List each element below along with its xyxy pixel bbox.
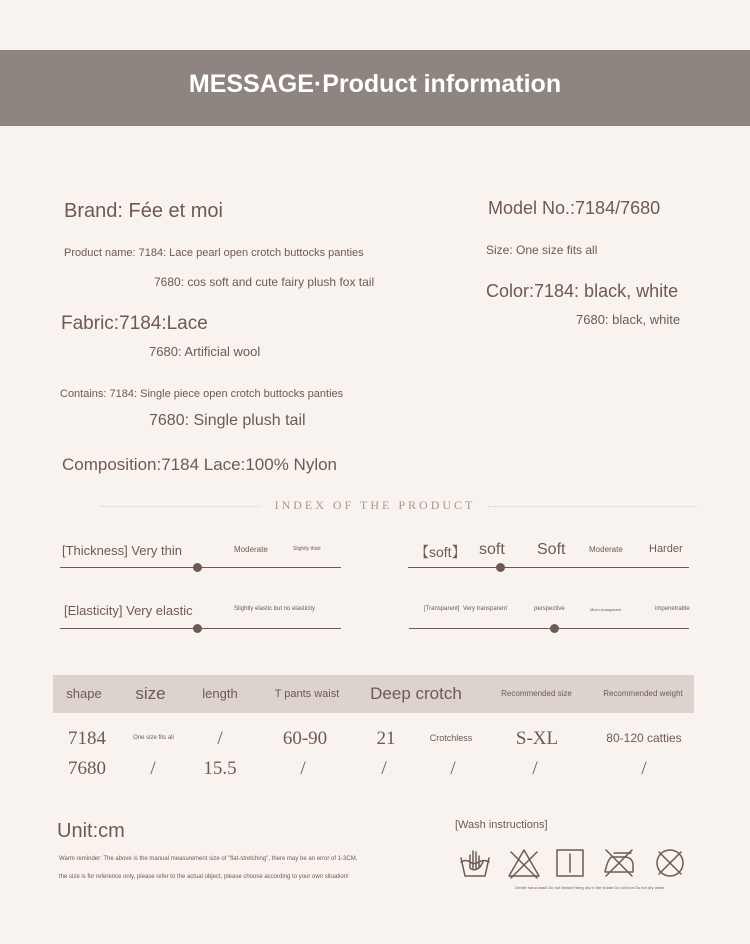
no-bleach-icon <box>507 846 541 880</box>
thickness-moderate: Moderate <box>234 545 268 554</box>
table-cell: / <box>450 758 456 779</box>
contains-line2: 7680: Single plush tail <box>149 412 306 429</box>
transparent-impenetrable: impenetrable <box>655 606 690 612</box>
product-name-line2: 7680: cos soft and cute fairy plush fox tail <box>154 275 375 289</box>
thickness-indicator <box>193 563 202 572</box>
thickness-slightly-thick: Slightly thick <box>293 546 321 552</box>
th-size: size <box>135 684 166 703</box>
th-recommended-size: Recommended size <box>501 689 572 698</box>
elasticity-slight: Slightly elastic but no elasticity <box>234 606 316 612</box>
table-cell: / <box>641 758 647 779</box>
table-cell: 15.5 <box>203 758 237 779</box>
reminder-line2: the size is for reference only, please refer to the actual object, please choose according to your own situation! <box>59 874 349 880</box>
th-deep-crotch: Deep crotch <box>370 684 462 703</box>
size-table-header <box>53 675 694 713</box>
th-shape: shape <box>66 686 102 701</box>
no-iron-icon <box>602 846 636 880</box>
wash-caption: Gentle hand wash Do not bleach Hang dry in the shade Do not iron Do not dry clean <box>515 885 665 890</box>
wash-title: [Wash instructions] <box>455 819 548 831</box>
brand-text: Brand: Fée et moi <box>64 200 223 222</box>
line-dry-icon <box>553 846 587 880</box>
fabric-line1: Fabric:7184:Lace <box>61 313 208 334</box>
soft-indicator <box>496 563 505 572</box>
table-cell: 80-120 catties <box>606 731 682 745</box>
page-title: MESSAGE·Product information <box>188 70 562 98</box>
composition-text: Composition:7184 Lace:100% Nylon <box>62 455 338 474</box>
header-banner <box>0 50 750 126</box>
fabric-line2: 7680: Artificial wool <box>149 344 261 359</box>
table-cell: 21 <box>376 728 396 749</box>
size-text: Size: One size fits all <box>486 243 598 257</box>
transparent-indicator <box>550 624 559 633</box>
model-number: Model No.:7184/7680 <box>488 198 661 218</box>
table-cell: / <box>217 728 223 749</box>
hand-wash-icon <box>458 846 492 880</box>
table-cell: / <box>381 758 387 779</box>
soft-label: 【soft】 <box>415 544 466 560</box>
soft-opt-soft: soft <box>479 541 505 558</box>
color-line2: 7680: black, white <box>576 312 681 327</box>
table-cell: S-XL <box>515 728 559 749</box>
table-cell: 7184 <box>68 728 106 749</box>
color-line1: Color:7184: black, white <box>486 281 679 301</box>
th-t-pants-waist: T pants waist <box>274 688 340 700</box>
soft-opt-moderate: Moderate <box>589 545 623 554</box>
soft-opt-harder: Harder <box>649 543 683 555</box>
th-length: length <box>202 686 238 701</box>
table-cell: / <box>532 758 538 779</box>
reminder-line1: Warm reminder: The above is the manual measurement size of "flat-stretching", there may be an error of 1-3CM, <box>59 856 358 862</box>
table-cell: One size fits all <box>133 735 174 741</box>
transparent-label: [Transparent] <box>424 606 460 612</box>
table-cell: / <box>150 758 156 779</box>
divider-right <box>488 506 698 507</box>
product-name-line1: Product name: 7184: Lace pearl open crotch buttocks panties <box>64 247 364 259</box>
transparent-micro: Micro-transparent <box>590 607 622 612</box>
transparent-very: Very transparent <box>463 606 508 612</box>
elasticity-label: [Elasticity] Very elastic <box>64 603 193 618</box>
table-cell: Crotchless <box>429 733 473 743</box>
index-title: INDEX OF THE PRODUCT <box>274 498 476 512</box>
soft-scale <box>408 567 689 568</box>
transparent-perspective: perspective <box>534 606 565 612</box>
unit-label: Unit:cm <box>57 820 125 842</box>
table-cell: 7680 <box>68 758 106 779</box>
transparent-scale <box>409 628 689 629</box>
thickness-label: [Thickness] Very thin <box>62 543 182 558</box>
table-cell: 60-90 <box>282 728 328 749</box>
th-recommended-weight: Recommended weight <box>603 689 683 698</box>
elasticity-indicator <box>193 624 202 633</box>
table-cell: / <box>300 758 306 779</box>
contains-line1: Contains: 7184: Single piece open crotch buttocks panties <box>60 388 344 400</box>
soft-opt-soft2: Soft <box>537 541 566 558</box>
no-dry-clean-icon <box>653 846 687 880</box>
